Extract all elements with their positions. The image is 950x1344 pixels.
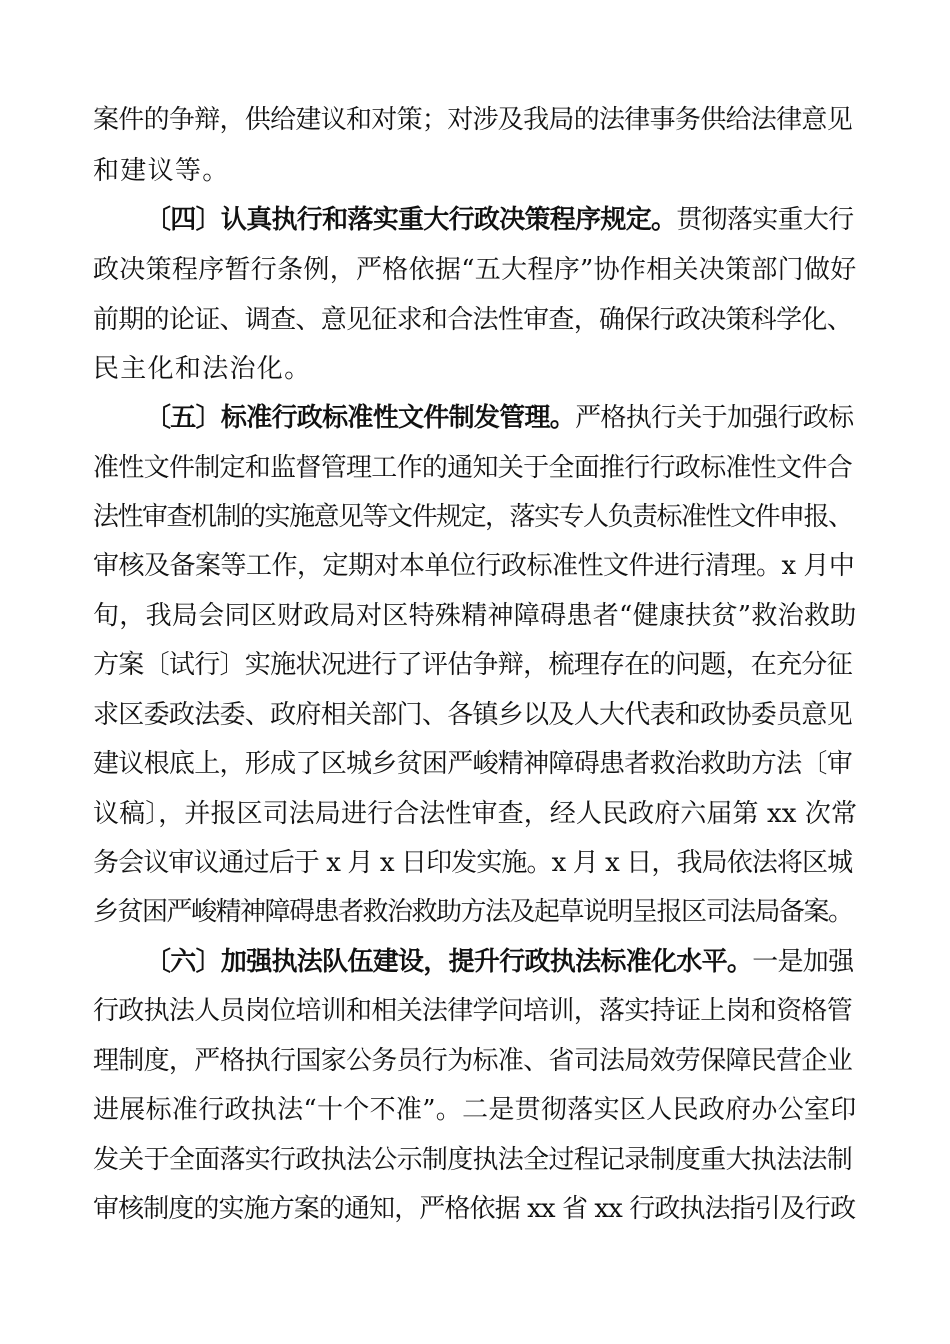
text-line: 审核制度的实施方案的通知，严格依据 xx 省 xx 行政执法指引及行政: [93, 1194, 856, 1224]
text-line: 发关于全面落实行政执法公示制度执法全过程记录制度重大执法法制: [93, 1145, 853, 1175]
text-line: 前期的论证、调查、意见征求和合法性审查，确保行政决策科学化、: [93, 305, 853, 335]
text-line: 政决策程序暂行条例，严格依据“五大程序”协作相关决策部门做好: [93, 255, 857, 285]
text-span: 贯彻落实重大行: [676, 205, 854, 235]
text-line: 议稿〕，并报区司法局进行合法性审查，经人民政府六届第 xx 次常: [93, 799, 858, 829]
section-5-first-line: [145, 396, 853, 440]
section-4-first-line: [145, 198, 853, 242]
text-line: 审核及备案等工作，定期对本单位行政标准性文件进行清理。x 月中: [93, 551, 855, 581]
text-span: 一是加强: [752, 947, 854, 977]
text-line: 民主化和法治化。: [93, 354, 312, 384]
text-line: 乡贫困严峻精神障碍患者救治救助方法及起草说明呈报区司法局备案。: [93, 897, 853, 927]
text-line: 方案〔试行〕实施状况进行了评估争辩，梳理存在的问题，在充分征: [93, 650, 853, 680]
section-4-heading: 〔四〕认真执行和落实重大行政决策程序规定。: [145, 205, 677, 235]
text-line: 务会议审议通过后于 x 月 x 日印发实施。x 月 x 日，我局依法将区城: [93, 848, 853, 878]
text-span: 严格执行关于加强行政标: [575, 403, 854, 433]
section-5-heading: 〔五〕标准行政标准性文件制发管理。: [145, 403, 576, 433]
text-line: 法性审查机制的实施意见等文件规定，落实专人负责标准性文件申报、: [93, 502, 853, 532]
section-6-heading: 〔六〕加强执法队伍建设，提升行政执法标准化水平。: [145, 947, 753, 977]
text-line: 和建议等。: [93, 156, 230, 186]
text-line: 行政执法人员岗位培训和相关法律学问培训，落实持证上岗和资格管: [93, 996, 853, 1026]
text-line: 建议根底上，形成了区城乡贫困严峻精神障碍患者救治救助方法〔审: [93, 749, 853, 779]
text-line: 准性文件制定和监督管理工作的通知关于全面推行行政标准性文件合: [93, 453, 853, 483]
section-6-first-line: [145, 940, 853, 984]
text-line: 案件的争辩，供给建议和对策；对涉及我局的法律事务供给法律意见: [93, 105, 853, 135]
text-line: 旬，我局会同区财政局对区特殊精神障碍患者“健康扶贫”救治救助: [93, 601, 857, 631]
text-line: 求区委政法委、政府相关部门、各镇乡以及人大代表和政协委员意见: [93, 700, 853, 730]
text-line: 进展标准行政执法“十个不准”。二是贯彻落实区人民政府办公室印: [93, 1095, 857, 1125]
text-line: 理制度，严格执行国家公务员行为标准、省司法局效劳保障民营企业: [93, 1046, 853, 1076]
